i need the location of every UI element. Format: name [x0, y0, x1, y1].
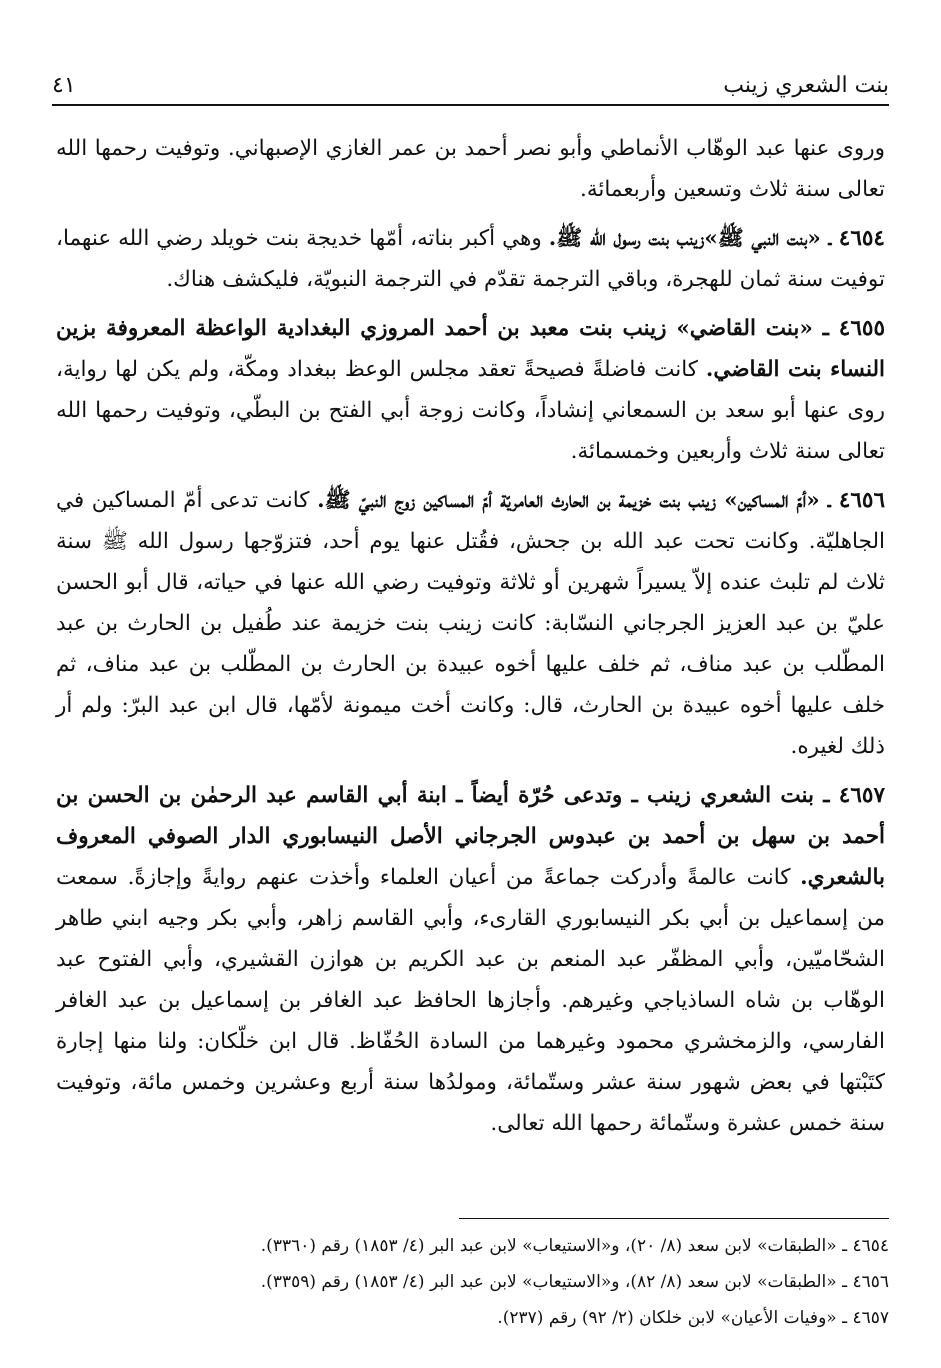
entry-heading: ٤٦٥٧ ـ بنت الشعري زينب ـ وتدعى حُرّة أيضاً ـ ابنة أبي القاسم عبد الرحمٰن بن الحسن بن أحمد بن سهل بن أحمد بن عبدوس الجرجاني الأصل النيسابوري الدار الصوفي المعروف بالشعري. — [56, 783, 885, 890]
entry-heading: ٤٦٥٥ ـ «بنت القاضي» زينب بنت معبد بن أحمد المروزي البغدادية الواعظة المعروفة بزين النساء بنت القاضي. — [56, 316, 886, 382]
paragraph-continuation — [56, 128, 885, 210]
entry-4657 — [56, 775, 885, 1144]
entry-text: وهي أكبر بناته، أمّها خديجة بنت خويلد رضي الله عنهما، توفيت سنة ثمان للهجرة، وباقي الترجمة تقدّم في الترجمة النبويّة، فليكشف هناك. — [56, 226, 885, 292]
running-header — [52, 58, 889, 98]
footnote-rule — [459, 1218, 889, 1219]
footnote-4657: ٤٦٥٧ ـ «وفيات الأعيان» لابن خلكان (٢/ ٩٢) رقم (٢٣٧). — [497, 1308, 889, 1328]
entry-text: كانت فاضلةً فصيحةً تعقد مجلس الوعظ ببغداد ومكّة، ولم يكن لها رواية، روى عنها أبو سعد بن السمعاني إنشاداً، وكانت زوجة أبي الفتح بن البطّي، وتوفيت رحمها الله تعالى سنة ثلاث وأربعين وخمسمائة. — [56, 357, 885, 464]
entry-text: كانت تدعى أمّ المساكين في الجاهليّة. وكانت تحت عبد الله بن جحش، فقُتل عنها يوم أحد، فتزوّجها رسول الله ﷺ سنة ثلاث لم تلبث عنده إلاّ يسيراً شهرين أو ثلاثة وتوفيت رضي الله عنها في حياته، قال أبو الحسن عليّ بن عبد العزيز الجرجاني النسّابة: كانت زينب بنت خزيمة عند طُفيل بن الحارث بن عبد المطّلب بن عبد مناف، ثم خلف عليها أخوه عبيدة بن الحارث بن المطّلب بن عبد مناف، ثم خلف عليها أخوه عبيدة بن الحارث، قال: وكانت أخت ميمونة لأمّها، قال ابن عبد البرّ: ولم أر ذلك لغيره. — [56, 488, 885, 759]
header-rule — [52, 104, 889, 106]
paragraph-text: وروى عنها عبد الوهّاب الأنماطي وأبو نصر أحمد بن عمر الغازي الإصبهاني. وتوفيت رحمها الله تعالى سنة ثلاث وتسعين وأربعمائة. — [56, 136, 885, 202]
running-title: بنت الشعري زينب — [723, 73, 889, 98]
footnotes — [56, 1228, 889, 1336]
page-number: ٤١ — [52, 73, 76, 98]
entry-heading: ٤٦٥٤ ـ «بنت النبي ﷺ»زينب بنت رسول الله ﷺ. — [548, 226, 885, 251]
footnote-4654: ٤٦٥٤ ـ «الطبقات» لابن سعد (٨/ ٢٠)، و«الاستيعاب» لابن عبد البر (٤/ ١٨٥٣) رقم (٣٣٦٠). — [260, 1236, 889, 1256]
entry-4654 — [56, 218, 885, 300]
entry-heading: ٤٦٥٦ ـ «أمّ المساكين» زينب بنت خزيمة بن الحارث العامريّة أمّ المساكين زوج النبيّ ﷺ. — [317, 488, 886, 513]
entry-4656 — [56, 480, 885, 767]
footnote-4656: ٤٦٥٦ ـ «الطبقات» لابن سعد (٨/ ٨٢)، و«الاستيعاب» لابن عبد البر (٤/ ١٨٥٣) رقم (٣٣٥٩). — [260, 1272, 889, 1292]
entry-text: كانت عالمةً وأدركت جماعةً من أعيان العلماء وأخذت عنهم روايةً وإجازةً. سمعت من إسماعيل بن أبي بكر النيسابوري القارىء، وأبي القاسم زاهر، وأبي بكر وجيه ابني طاهر الشحّاميّين، وأبي المظفّر عبد المنعم بن عبد الكريم بن هوازن القشيري، وأبي الفتوح عبد الوهّاب بن شاه الساذياجي وغيرهم. وأجازها الحافظ عبد الغافر بن إسماعيل بن عبد الغافر الفارسي، والزمخشري محمود وغيرهما من السادة الحُفّاظ. قال ابن خلّكان: ولنا منها إجارة كتَبْتها في بعض شهور سنة عشر وستّمائة، ومولدُها سنة أربع وعشرين وخمس مائة، وتوفيت سنة خمس عشرة وستّمائة رحمها الله تعالى. — [56, 865, 885, 1136]
entry-4655 — [56, 308, 885, 472]
page-body — [56, 128, 885, 1152]
